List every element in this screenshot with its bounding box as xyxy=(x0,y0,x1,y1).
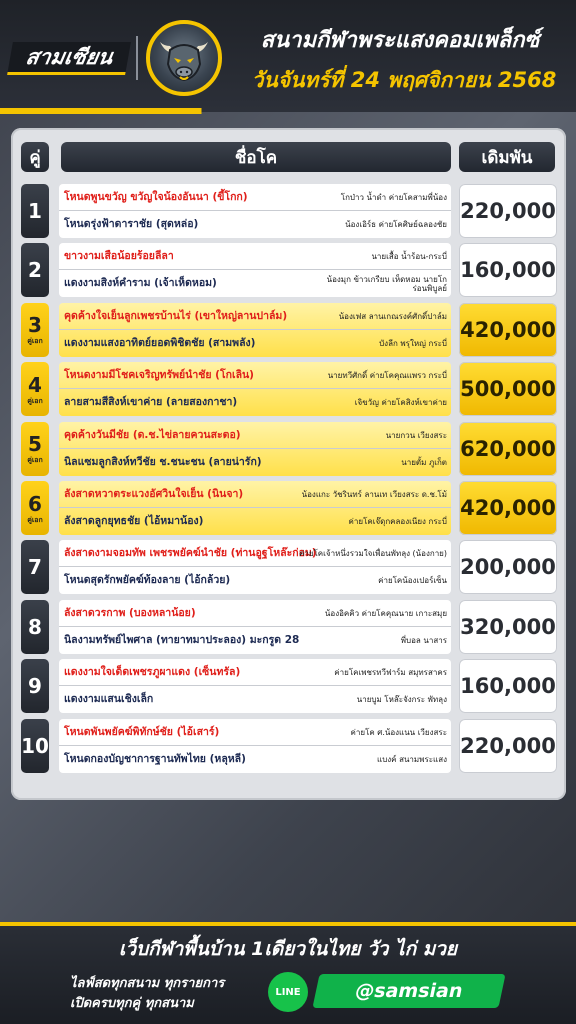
cow-name-red: แดงงามใจเด็ดเพชรภูผาแดง (เซ็นทรัล) xyxy=(64,666,241,679)
cow-names xyxy=(59,481,451,535)
cow-name-blue: นิลแซมลูกสิงห์ทวีชัย ช.ชนะชน (ลายน่ารัก) xyxy=(64,455,262,468)
header-cow-name: ชื่อโค xyxy=(61,142,451,172)
blue-corner xyxy=(59,627,451,654)
bet-amount: 320,000 xyxy=(459,600,557,654)
cow-name-blue: โหนดรุ่งฟ้าดาราชัย (สุดหล่อ) xyxy=(64,218,199,230)
bet-amount: 160,000 xyxy=(459,243,557,297)
line-icon[interactable]: LINE xyxy=(268,972,308,1012)
header-pair: คู่ xyxy=(21,142,49,172)
cow-names xyxy=(59,659,451,713)
cow-name-red: โหนดพันพยัคฆ์พิทักษ์ชัย (ไอ้เสาร์) xyxy=(64,725,220,738)
blue-corner xyxy=(59,330,451,357)
pair-number-value: 3 xyxy=(28,313,42,338)
bet-amount: 620,000 xyxy=(459,422,557,476)
pair-number-value: 9 xyxy=(28,674,42,699)
cow-name-blue: แดงงามสิงห์คำราม (เจ้าเห็ดหอม) xyxy=(64,277,217,290)
pair-number xyxy=(21,659,49,713)
cow-names xyxy=(59,243,451,297)
owner-red: โกป่าว น้ำดำ ค่ายโคสามพี่น้อง xyxy=(340,193,447,202)
cow-name-blue: แดงงามแสนเชิงเล็ก xyxy=(64,693,154,706)
red-corner xyxy=(59,243,451,270)
cow-name-blue: ลังสาดลูกยุทธชัย (ไอ้หมาน้อง) xyxy=(64,515,204,527)
bet-amount: 220,000 xyxy=(459,719,557,773)
pair-number-value: 4 xyxy=(28,372,42,397)
fight-row[interactable] xyxy=(21,362,557,416)
header xyxy=(0,0,576,112)
cow-name-red: โหนดงามมีโชคเจริญทรัพย์นำชัย (โกเลิน) xyxy=(64,369,254,382)
pair-number-value: 10 xyxy=(21,733,49,758)
main-pair-label: คู่เอก xyxy=(27,456,43,465)
fight-row[interactable] xyxy=(21,719,557,773)
cow-name-red: ลังสาดงามจอมทัพ เพชรพยัคฆ์นำชัย (ท่านอูฐโหล๊ะก่อม) xyxy=(64,547,317,560)
cow-name-red: ขาวงามเสือน้อยร้อยลีลา xyxy=(64,250,174,263)
bet-amount: 420,000 xyxy=(459,481,557,535)
bet-amount: 500,000 xyxy=(459,362,557,416)
pair-number-value: 6 xyxy=(28,491,42,516)
owner-blue: น้องเอิร์ธ ค่ายโคศิษย์ฉลองชัย xyxy=(345,220,447,229)
fight-row[interactable] xyxy=(21,303,557,357)
fight-row[interactable] xyxy=(21,243,557,297)
cow-name-red: ลังสาดหวาตระแวงอัศวินใจเย็น (นินจา) xyxy=(64,488,244,500)
blue-corner xyxy=(59,211,451,238)
pair-number xyxy=(21,184,49,238)
cow-name-red: ลังสาดวรกาพ (บองหลาน้อย) xyxy=(64,606,196,619)
red-corner xyxy=(59,540,451,567)
fight-row[interactable] xyxy=(21,481,557,535)
owner-blue: แบงค์ สนามพระแสง xyxy=(377,754,447,764)
cow-names xyxy=(59,600,451,654)
bet-amount: 160,000 xyxy=(459,659,557,713)
blue-corner xyxy=(59,389,451,416)
cow-name-red: คุดค้างวันมีชัย (ด.ช.ไข่ลายควนสะตอ) xyxy=(64,428,241,441)
venue-title: สนามกีฬาพระแสงคอมเพล็กซ์ xyxy=(260,28,540,53)
owner-blue: บังลีก พรุใหญ่ กระบี่ xyxy=(379,338,447,348)
fight-row[interactable] xyxy=(21,184,557,238)
cow-names xyxy=(59,540,451,594)
pair-number xyxy=(21,481,49,535)
red-corner xyxy=(59,303,451,330)
cow-names xyxy=(59,184,451,238)
cow-names xyxy=(59,422,451,476)
blue-corner xyxy=(59,508,451,535)
header-bet: เดิมพัน xyxy=(459,142,555,172)
pair-number xyxy=(21,719,49,773)
line-id-button[interactable]: @samsian xyxy=(312,974,505,1008)
pair-number xyxy=(21,600,49,654)
brand-logo[interactable]: สามเซียน xyxy=(7,42,131,75)
cow-name-blue: ลายสามสีสิงห์เขาค่าย (ลายสองกาชา) xyxy=(64,396,238,409)
pair-number-value: 2 xyxy=(28,258,42,283)
cow-names xyxy=(59,303,451,357)
pair-number-value: 1 xyxy=(28,199,42,223)
fight-card-panel xyxy=(11,128,566,800)
blue-corner xyxy=(59,270,451,297)
bet-amount: 220,000 xyxy=(459,184,557,238)
cow-name-red: คุดค้างใจเย็นลูกเพชรบ้านไร่ (เขาใหญ่ลานปาล์ม) xyxy=(64,309,288,322)
main-pair-label: คู่เอก xyxy=(27,396,43,405)
blue-corner xyxy=(59,567,451,594)
owner-red: นายเสื้อ น้ำร้อน-กระบี่ xyxy=(371,252,447,262)
main-pair-label: คู่เอก xyxy=(27,337,43,346)
owner-red: น้องอิคคิว ค่ายโคคุณนาย เกาะสมุย xyxy=(324,608,447,618)
owner-blue: นายตั้ม ภูเก็ต xyxy=(401,457,447,467)
owner-blue: พี่บอล นาสาร xyxy=(400,635,447,645)
bet-amount: 200,000 xyxy=(459,540,557,594)
pair-number xyxy=(21,303,49,357)
red-corner xyxy=(59,362,451,389)
owner-blue: ค่ายโคน้องเปอร์เซ็น xyxy=(378,576,447,586)
fight-row[interactable] xyxy=(21,540,557,594)
event-date: วันจันทร์ที่ 24 พฤศจิกายน 2568 xyxy=(251,68,557,92)
pair-number xyxy=(21,422,49,476)
cow-name-red: โหนดพูนขวัญ ขวัญใจน้องอันนา (ขี้โกก) xyxy=(64,191,248,203)
pair-number xyxy=(21,243,49,297)
footer-live-text: ไลฟ์สดทุกสนาม ทุกรายการ xyxy=(70,976,225,991)
pair-number-value: 8 xyxy=(28,614,42,639)
owner-red: ค่ายโคเจ้าหนึ่งรวมใจเพื่อนพัทลุง (น้องกาย) xyxy=(298,549,447,559)
fight-row[interactable] xyxy=(21,659,557,713)
red-corner xyxy=(59,422,451,449)
fight-row[interactable] xyxy=(21,422,557,476)
footer-tagline: เว็บกีฬาพื้นบ้าน 1เดียวในไทย วัว ไก่ มวย xyxy=(118,938,458,960)
header-stripe xyxy=(0,108,576,114)
cow-name-blue: โหนดกองบัญชาการฐานทัพไทย (หลุหลี) xyxy=(64,752,246,765)
owner-blue: นายบูม โหล๊ะจังกระ พัทลุง xyxy=(356,695,447,705)
pair-number xyxy=(21,362,49,416)
owner-red: น้องแกะ วัชรินทร์ ลานเท เวียงสระ ด.ช.โม้ xyxy=(301,490,447,499)
red-corner xyxy=(59,184,451,211)
owner-red: นายทวีศักดิ์ ค่ายโคคุณแพรว กระบี่ xyxy=(327,371,447,381)
red-corner xyxy=(59,600,451,627)
owner-blue: เจิขวัญ ค่ายโคสิงห์เขาค่าย xyxy=(354,398,447,408)
cow-name-blue: นิลงามทรัพย์ไพศาล (ทายาทมาประลอง) มะกรูด 28 xyxy=(64,633,300,646)
bull-mascot-icon xyxy=(146,20,222,96)
red-corner xyxy=(59,659,451,686)
footer-all-pairs-text: เปิดครบทุกคู่ ทุกสนาม xyxy=(70,996,194,1011)
owner-blue: ค่ายโคเจ๊ดุกคลองเนียง กระบี่ xyxy=(348,517,447,526)
cow-names xyxy=(59,719,451,773)
owner-red: น้องเฟส ลานเกณรงค์ศักดิ์ปาล์ม xyxy=(338,311,447,321)
owner-red: ค่ายโค ศ.น้องแนน เวียงสระ xyxy=(350,727,447,737)
cow-name-blue: แดงงามแสงอาทิตย์ยอดพิชิตชัย (สามพลัง) xyxy=(64,336,256,349)
blue-corner xyxy=(59,449,451,476)
fight-row[interactable] xyxy=(21,600,557,654)
logo-divider xyxy=(136,36,138,80)
cow-name-blue: โหนดสุดรักพยัคฆ์ท้องลาย (ไอ้กล้วย) xyxy=(64,574,231,587)
pair-number-value: 7 xyxy=(28,555,42,580)
red-corner xyxy=(59,481,451,508)
red-corner xyxy=(59,719,451,746)
owner-red: นายกวน เวียงสระ xyxy=(385,430,447,440)
owner-red: ค่ายโคเพชรทวีฟาร์ม สมุทรสาคร xyxy=(334,668,447,678)
pair-number-value: 5 xyxy=(28,432,42,457)
main-pair-label: คู่เอก xyxy=(27,515,43,524)
bet-amount: 420,000 xyxy=(459,303,557,357)
blue-corner xyxy=(59,746,451,773)
pair-number xyxy=(21,540,49,594)
cow-names xyxy=(59,362,451,416)
owner-blue: น้องมุก ข้าวเกรียบ เห็ดหอม นายโก ร่อนพิบูลย์ xyxy=(326,274,447,293)
blue-corner xyxy=(59,686,451,713)
